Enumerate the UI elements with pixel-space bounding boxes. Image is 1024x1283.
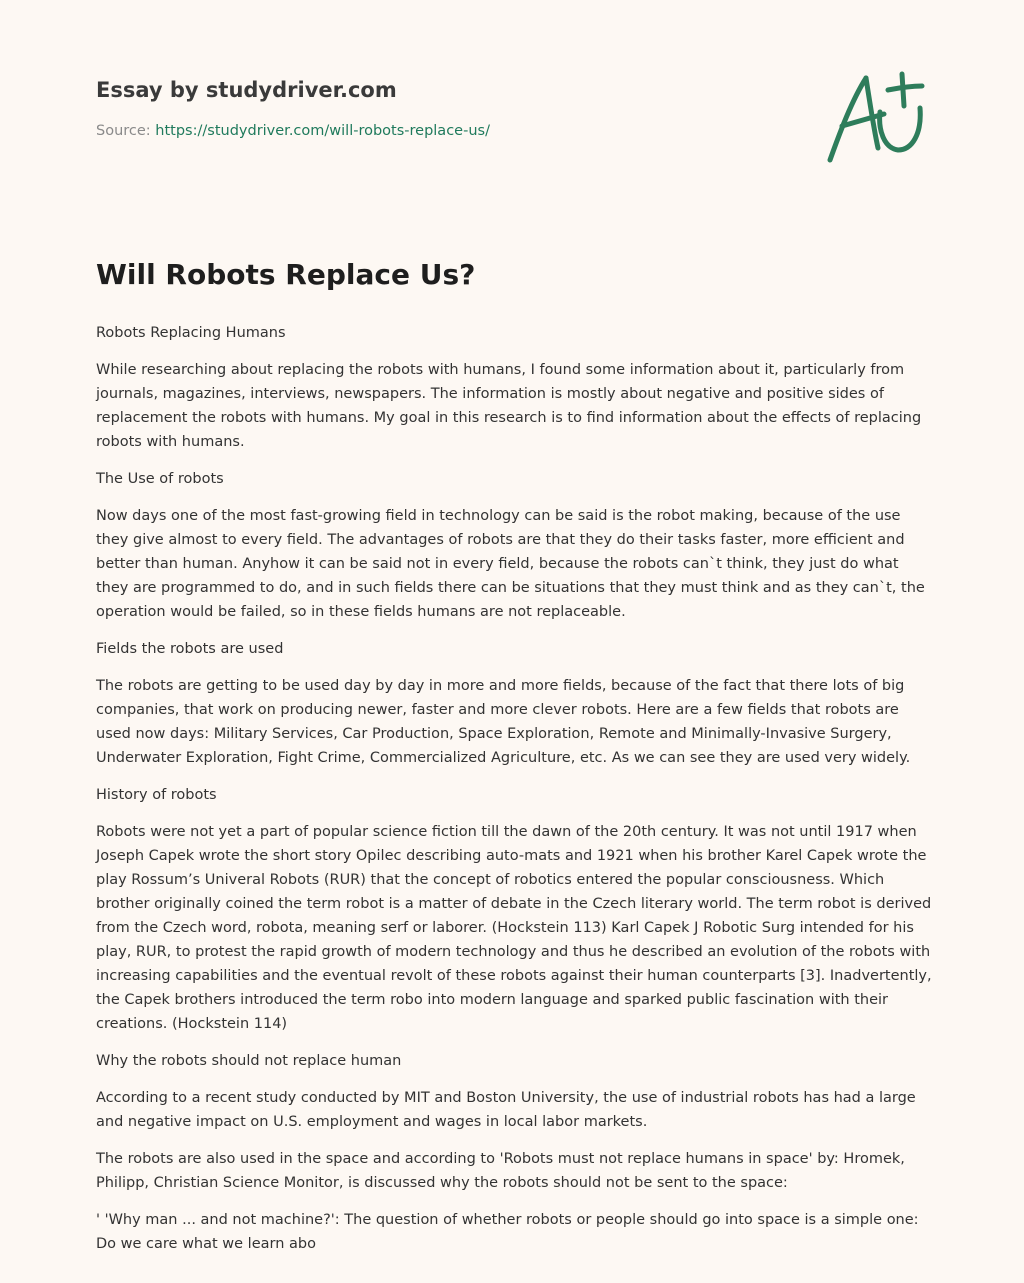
source-line — [96, 121, 796, 141]
paragraph: According to a recent study conducted by MIT and Boston University, the use of industrial robots has had a large and negative impact on U.S. employment and wages in local labor markets. — [96, 1090, 916, 1130]
paragraph: Robots were not yet a part of popular science fiction till the dawn of the 20th century. It was not until 1917 when Joseph Capek wrote the short story Opilec describing auto-mats and 1921 when his brother Karel Capek wrote the play Rossum’s Univeral Robots (RUR) that the concept of robotics entered the popular consciousness. Which brother originally coined the term robot is a matter of debate in the Czech literary world. The term robot is derived from the Czech word, robota, meaning serf or laborer. (Hockstein 113) Karl Capek J Robotic Surg intended for his play, RUR, to protest the rapid growth of modern technology and thus he described an evolution of the robots with increasing capabilities and the eventual revolt of these robots against their human counterparts [3]. Inadvertently, the Capek brothers introduced the term robo into modern language and sparked public fascination with their creations. (Hockstein 114) — [96, 824, 932, 1032]
section-heading: The Use of robots — [96, 471, 224, 487]
document-header — [96, 76, 796, 141]
essay-content — [96, 321, 932, 1256]
essay-title: Will Robots Replace Us? — [96, 258, 476, 291]
section-heading: Robots Replacing Humans — [96, 325, 286, 341]
paragraph: The robots are getting to be used day by day in more and more fields, because of the fact that there lots of big companies, that work on producing newer, faster and more clever robots. Here are a few fields that robots are used now days: Military Services, Car Production, Space Exploration, Remote and Minimally-Invasive Surgery, Underwater Exploration, Fight Crime, Commercialized Agriculture, etc. As we can see they are used very widely. — [96, 678, 911, 766]
section-heading: Fields the robots are used — [96, 641, 284, 657]
a-plus-logo-icon — [822, 68, 926, 164]
paragraph: While researching about replacing the robots with humans, I found some information about it, particularly from journals, magazines, interviews, newspapers. The information is mostly about negative and positive sides of replacement the robots with humans. My goal in this research is to find information about the effects of replacing robots with humans. — [96, 362, 922, 450]
section-heading: Why the robots should not replace human — [96, 1053, 402, 1069]
brand-title: Essay by studydriver.com — [96, 78, 397, 102]
paragraph: The robots are also used in the space and according to 'Robots must not replace humans in space' by: Hromek, Philipp, Christian Science Monitor, is discussed why the robots should not be sent to the space: — [96, 1151, 905, 1191]
paragraph: ' 'Why man ... and not machine?': The question of whether robots or people should go into space is a simple one: Do we care what we learn abo — [96, 1212, 919, 1252]
section-heading: History of robots — [96, 787, 217, 803]
source-label: Source: — [96, 123, 151, 139]
paragraph: Now days one of the most fast-growing field in technology can be said is the robot making, because of the use they give almost to every field. The advantages of robots are that they do their tasks faster, more efficient and better than human. Anyhow it can be said not in every field, because the robots can`t think, they just do what they are programmed to do, and in such fields there can be situations that they must think and as they can`t, the operation would be failed, so in these fields humans are not replaceable. — [96, 508, 925, 620]
essay-body — [96, 255, 932, 1269]
source-link[interactable]: https://studydriver.com/will-robots-replace-us/ — [155, 123, 490, 139]
